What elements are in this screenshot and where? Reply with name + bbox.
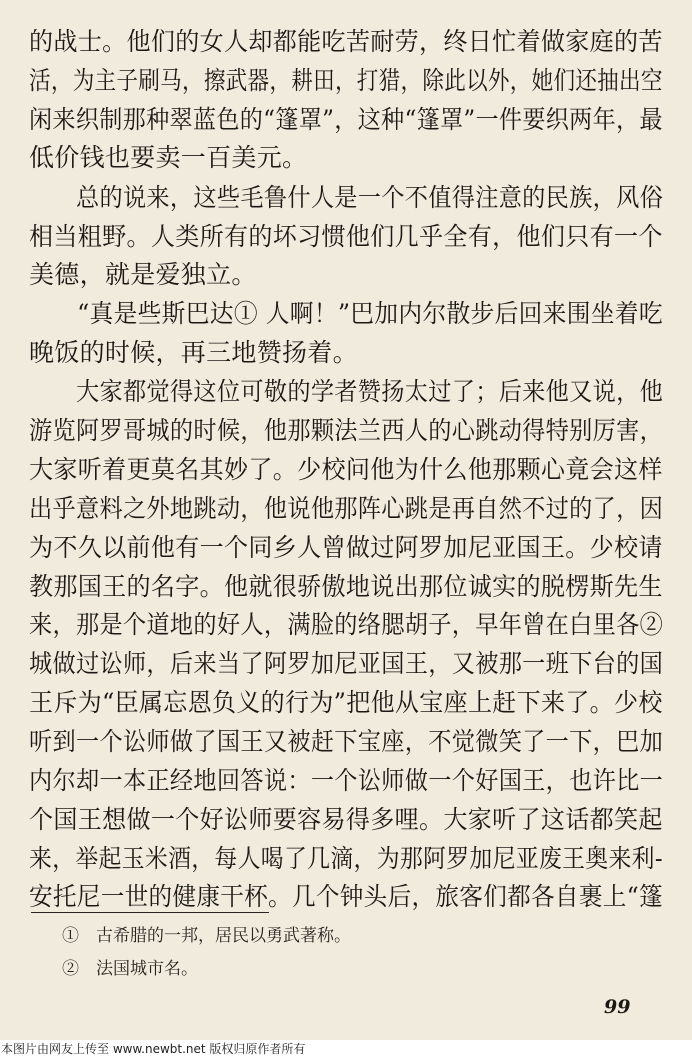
body-line-3: 闲来织制那种翠蓝色的“篷罩”，这种“篷罩”一件要织两年，最 xyxy=(29,105,663,134)
body-line-19: 听到一个讼师做了国王又被赶下宝座，不觉微笑了一下，巴加 xyxy=(29,727,664,756)
body-line-4: 低价钱也要卖一百美元。 xyxy=(29,143,308,172)
body-line-12: 大家听着更莫名其妙了。少校问他为什么他那颗心竟会这样 xyxy=(29,455,663,484)
body-line-22: 来，举起玉米酒，每人喝了几滴，为那阿罗加尼亚废王奥来利- xyxy=(29,844,663,873)
body-line-8: “真是些斯巴达① 人啊！”巴加内尔散步后回来围坐着吃 xyxy=(29,299,663,328)
body-line-9: 晚饭的时候，再三地赞扬着。 xyxy=(29,338,358,367)
body-line-2: 活，为主子刷马，擦武器，耕田，打猎，除此以外，她们还抽出空 xyxy=(29,66,663,95)
watermark-text: 本图片由网友上传至 www.newbt.net 版权归原作者所有 xyxy=(0,1040,692,1058)
body-line-17: 城做过讼师，后来当了阿罗加尼亚国王，又被那一班下台的国 xyxy=(29,649,664,678)
body-line-23: 安托尼一世的健康干杯。几个钟头后，旅客们都各自裹上“篷 xyxy=(29,882,663,911)
body-line-14: 为不久以前他有一个同乡人曾做过阿罗加尼亚国王。少校请 xyxy=(29,533,663,562)
body-line-5: 总的说来，这些毛鲁什人是一个不值得注意的民族，风俗 xyxy=(29,183,664,212)
body-line-20: 内尔却一本正经地回答说：一个讼师做一个好国王，也许比一 xyxy=(29,766,664,795)
page-number: 99 xyxy=(604,996,631,1018)
body-line-7: 美德，就是爱独立。 xyxy=(29,260,257,289)
body-line-15: 教那国王的名字。他就很骄傲地说出那位诚实的脱楞斯先生 xyxy=(29,572,663,601)
body-line-16: 来，那是个道地的好人，满脸的络腮胡子，早年曾在白里各② xyxy=(29,610,664,639)
footnote-divider xyxy=(31,912,269,913)
footnote-1: ① 古希腊的一邦，居民以勇武著称。 xyxy=(62,926,351,946)
body-line-21: 个国王想做一个好讼师要容易得多哩。大家听了这话都笑起 xyxy=(29,805,663,834)
body-line-18: 王斥为“臣属忘恩负义的行为”把他从宝座上赶下来了。少校 xyxy=(29,688,663,717)
footnote-2: ② 法国城市名。 xyxy=(62,959,198,979)
body-line-11: 游览阿罗哥城的时候，他那颗法兰西人的心跳动得特别厉害， xyxy=(29,416,664,445)
body-line-10: 大家都觉得这位可敬的学者赞扬太过了；后来他又说，他 xyxy=(29,377,664,406)
body-line-13: 出乎意料之外地跳动，他说他那阵心跳是再自然不过的了，因 xyxy=(29,494,664,523)
body-line-1: 的战士。他们的女人却都能吃苦耐劳，终日忙着做家庭的苦 xyxy=(29,27,663,56)
body-line-6: 相当粗野。人类所有的坏习惯他们几乎全有，他们只有一个 xyxy=(29,222,663,251)
